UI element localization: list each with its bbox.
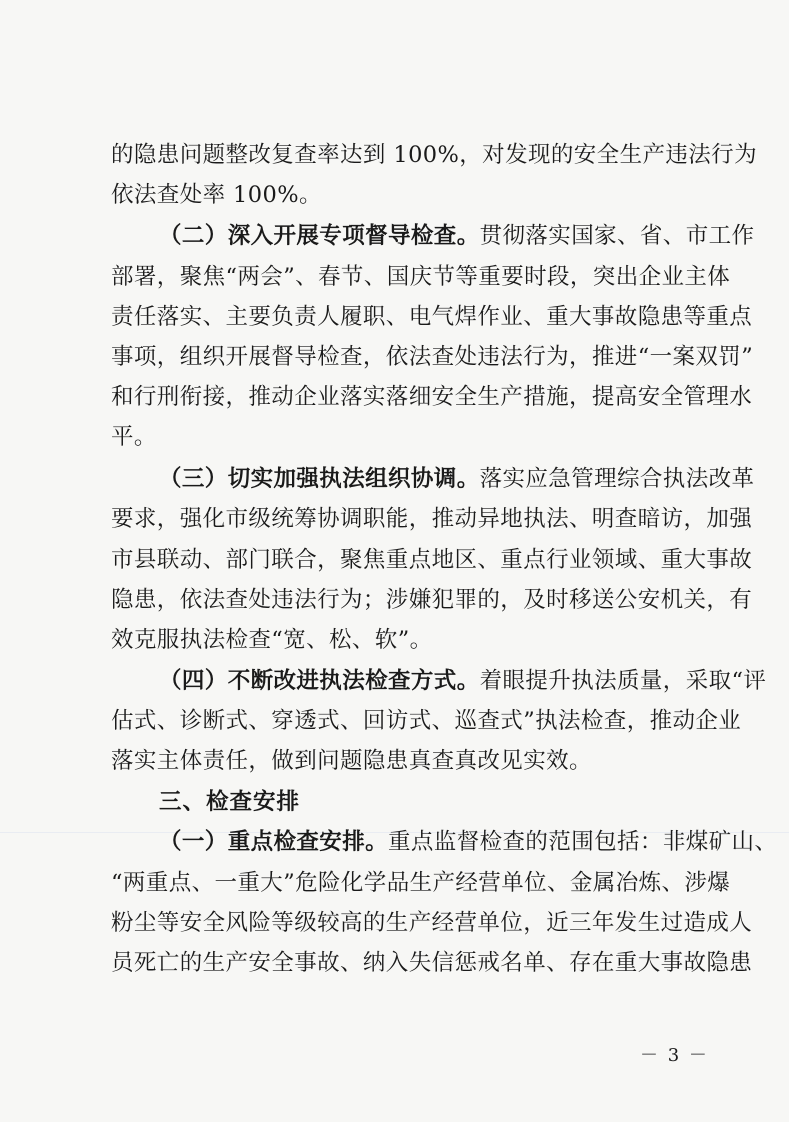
text-run: 贯彻落实国家、省、市工作 [479,223,755,249]
page-number: － 3 － [640,1045,709,1066]
paragraph-start [159,827,789,857]
text-line: 要求，强化市级统筹协调职能，推动异地执法、明查暗访，加强 [111,506,753,532]
paragraph-heading: （三）切实加强执法组织协调。 [159,466,480,492]
text-line: 的隐患问题整改复查率达到 100%，对发现的安全生产违法行为 [111,142,757,168]
paragraph-start [159,666,789,696]
text-line: 粉尘等安全风险等级较高的生产经营单位，近三年发生过造成人 [111,910,753,936]
text-line: 平。 [111,424,157,450]
text-run: 着眼提升执法质量，采取“评 [479,668,767,694]
text-run: 落实应急管理综合执法改革 [479,466,755,492]
paragraph-start [159,221,789,251]
text-line: 部署，聚焦“两会”、春节、国庆节等重要时段，突出企业主体 [111,264,731,290]
text-line: 估式、诊断式、穿透式、回访式、巡查式”执法检查，推动企业 [111,708,742,734]
paragraph-heading: （一）重点检查安排。 [159,829,389,855]
text-line: 落实主体责任，做到问题隐患真查真改见实效。 [111,748,592,774]
text-run: 重点监督检查的范围包括：非煤矿山、 [388,829,778,855]
text-line: 市县联动、部门联合，聚焦重点地区、重点行业领域、重大事故 [111,547,753,573]
text-line: 隐患，依法查处违法行为；涉嫌犯罪的，及时移送公安机关，有 [111,587,753,613]
text-line: 员死亡的生产安全事故、纳入失信惩戒名单、存在重大事故隐患 [111,950,753,976]
text-line: “两重点、一重大”危险化学品生产经营单位、金属冶炼、涉爆 [111,870,731,896]
paragraph-heading: （四）不断改进执法检查方式。 [159,668,480,694]
text-line: 效克服执法检查“宽、松、软”。 [111,627,433,653]
section-heading: 三、检查安排 [159,789,301,815]
text-line: 依法查处率 100%。 [111,182,322,208]
text-line: 事项，组织开展督导检查，依法查处违法行为，推进“一案双罚” [111,344,754,370]
text-line: 责任落实、主要负责人履职、电气焊作业、重大事故隐患等重点 [111,304,753,330]
paragraph-start [159,464,789,494]
paragraph-heading: （二）深入开展专项督导检查。 [159,223,480,249]
text-line: 和行刑衔接，推动企业落实落细安全生产措施，提高安全管理水 [111,384,753,410]
